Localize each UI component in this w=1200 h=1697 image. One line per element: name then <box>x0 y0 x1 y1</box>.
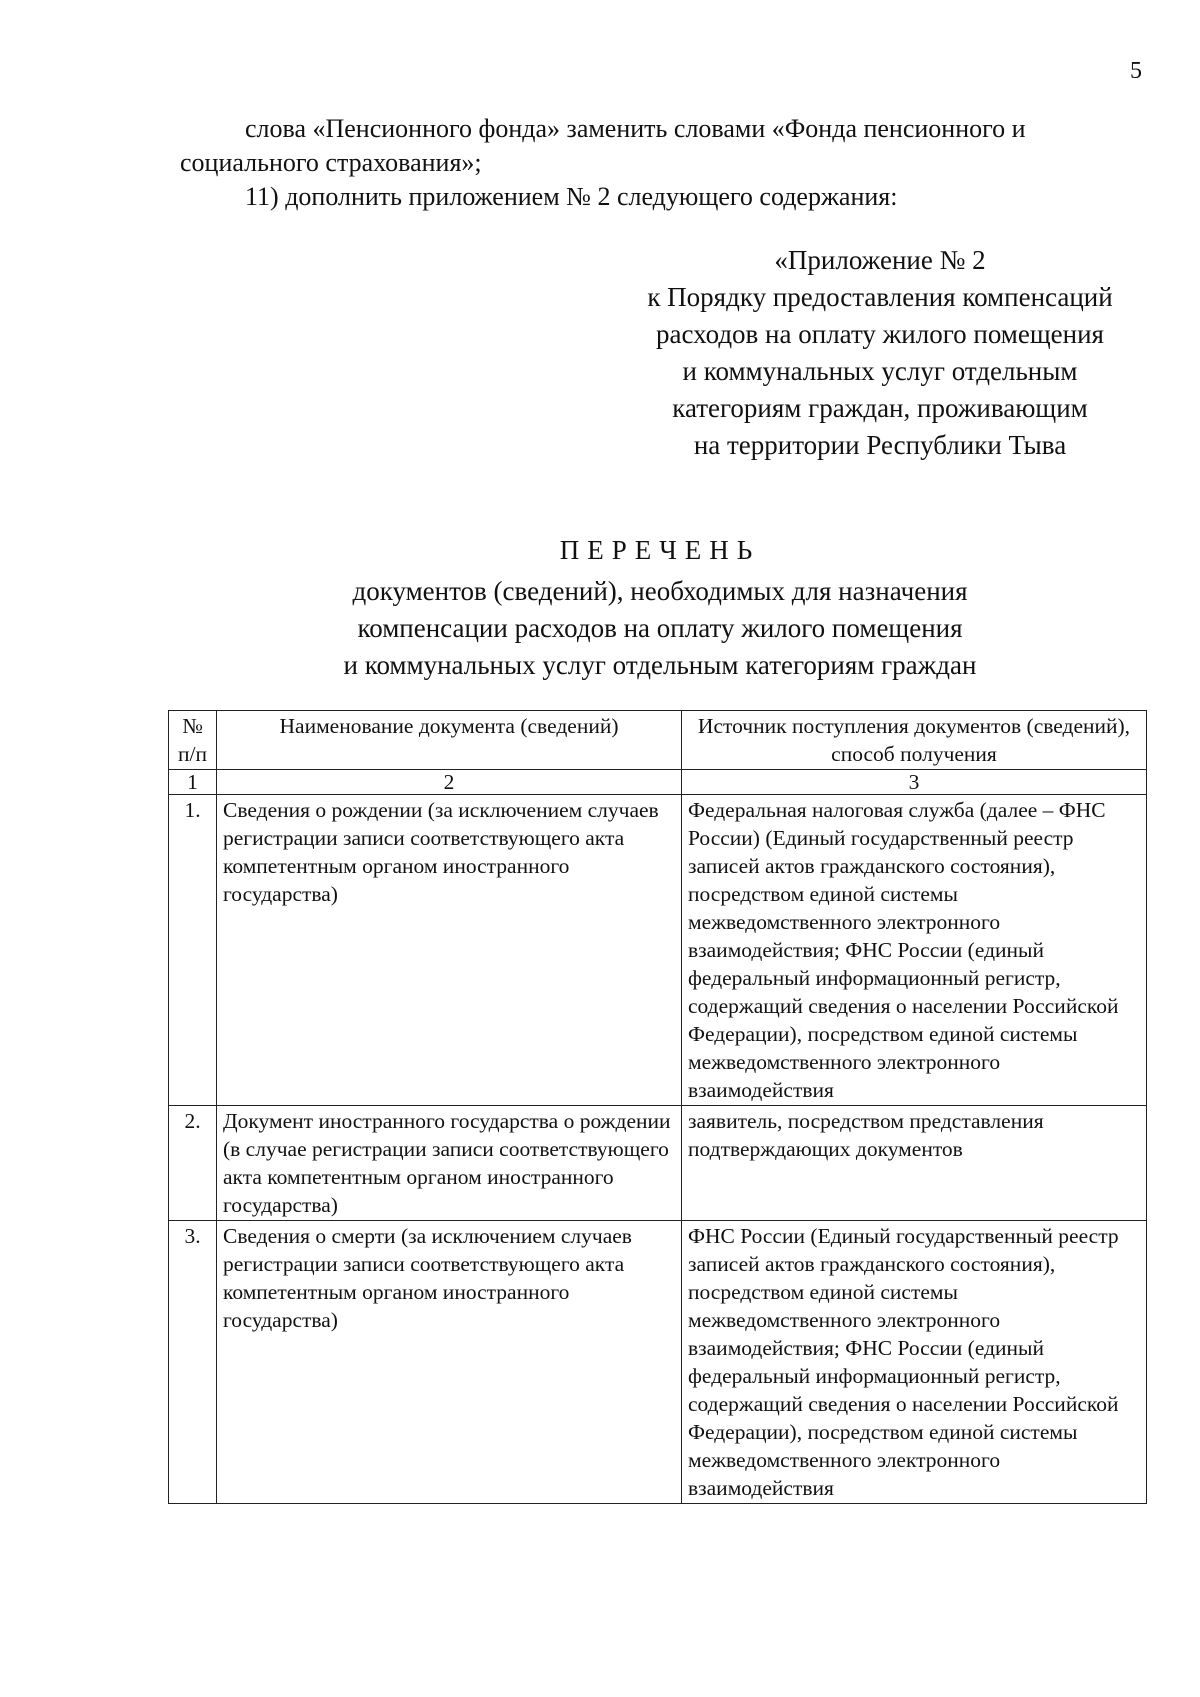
header-name: Наименование документа (сведений) <box>217 711 682 770</box>
column-number: 2 <box>217 770 682 795</box>
row-document-name: Сведения о смерти (за исключением случаев регистрации записи соответствующего акта компетентным органом иностранного государства) <box>217 1221 682 1504</box>
table-row <box>169 795 1147 1106</box>
row-source: Федеральная налоговая служба (далее – ФНС России) (Единый государственный реестр записей актов гражданского состояния), посредством единой системы межведомственного электронного взаимодействия; ФНС России (единый федеральный информационный регистр, содержащий сведения о населении Российской Федерации), посредством единой системы межведомственного электронного взаимодействия <box>682 795 1147 1106</box>
row-source: ФНС России (Единый государственный реестр записей актов гражданского состояния), посредством единой системы межведомственного электронного взаимодействия; ФНС России (единый федеральный информационный регистр, содержащий сведения о населении Российской Федерации), посредством единой системы межведомственного электронного взаимодействия <box>682 1221 1147 1504</box>
intro-paragraph-2: 11) дополнить приложением № 2 следующего содержания: <box>245 182 898 211</box>
intro-paragraph-1 <box>180 112 1160 180</box>
heading-subtitle-line: компенсации расходов на оплату жилого помещения <box>357 613 963 643</box>
table-header-row <box>169 711 1147 770</box>
row-number: 2. <box>169 1106 217 1221</box>
appendix-line: категориям граждан, проживающим <box>672 393 1088 423</box>
heading-subtitle <box>150 573 1170 684</box>
appendix-caption <box>620 242 1140 464</box>
row-document-name: Документ иностранного государства о рождении (в случае регистрации записи соответствующего акта компетентным органом иностранного государства) <box>217 1106 682 1221</box>
page-number: 5 <box>1130 58 1142 84</box>
row-number: 3. <box>169 1221 217 1504</box>
column-numbers-row <box>169 770 1147 795</box>
table-row <box>169 1221 1147 1504</box>
appendix-line: на территории Республики Тыва <box>693 430 1067 460</box>
heading-subtitle-line: и коммунальных услуг отдельным категориям граждан <box>343 650 977 680</box>
row-number: 1. <box>169 795 217 1106</box>
row-source: заявитель, посредством представления подтверждающих документов <box>682 1106 1147 1221</box>
column-number: 3 <box>682 770 1147 795</box>
intro-paragraph-1-text: слова «Пенсионного фонда» заменить словами «Фонда пенсионного и социального страхования»; <box>180 114 1026 177</box>
heading-subtitle-line: документов (сведений), необходимых для назначения <box>352 576 968 606</box>
appendix-line: и коммунальных услуг отдельным <box>682 356 1078 386</box>
appendix-line: «Приложение № 2 <box>774 245 986 275</box>
appendix-line: к Порядку предоставления компенсаций <box>647 282 1113 312</box>
header-num: № п/п <box>169 711 217 770</box>
appendix-line: расходов на оплату жилого помещения <box>656 319 1104 349</box>
documents-table <box>168 710 1147 1504</box>
column-number: 1 <box>169 770 217 795</box>
heading-title: ПЕРЕЧЕНЬ <box>559 535 761 565</box>
row-document-name: Сведения о рождении (за исключением случаев регистрации записи соответствующего акта компетентным органом иностранного государства) <box>217 795 682 1106</box>
document-heading <box>150 532 1170 684</box>
header-source: Источник поступления документов (сведений), способ получения <box>682 711 1147 770</box>
table-row <box>169 1106 1147 1221</box>
